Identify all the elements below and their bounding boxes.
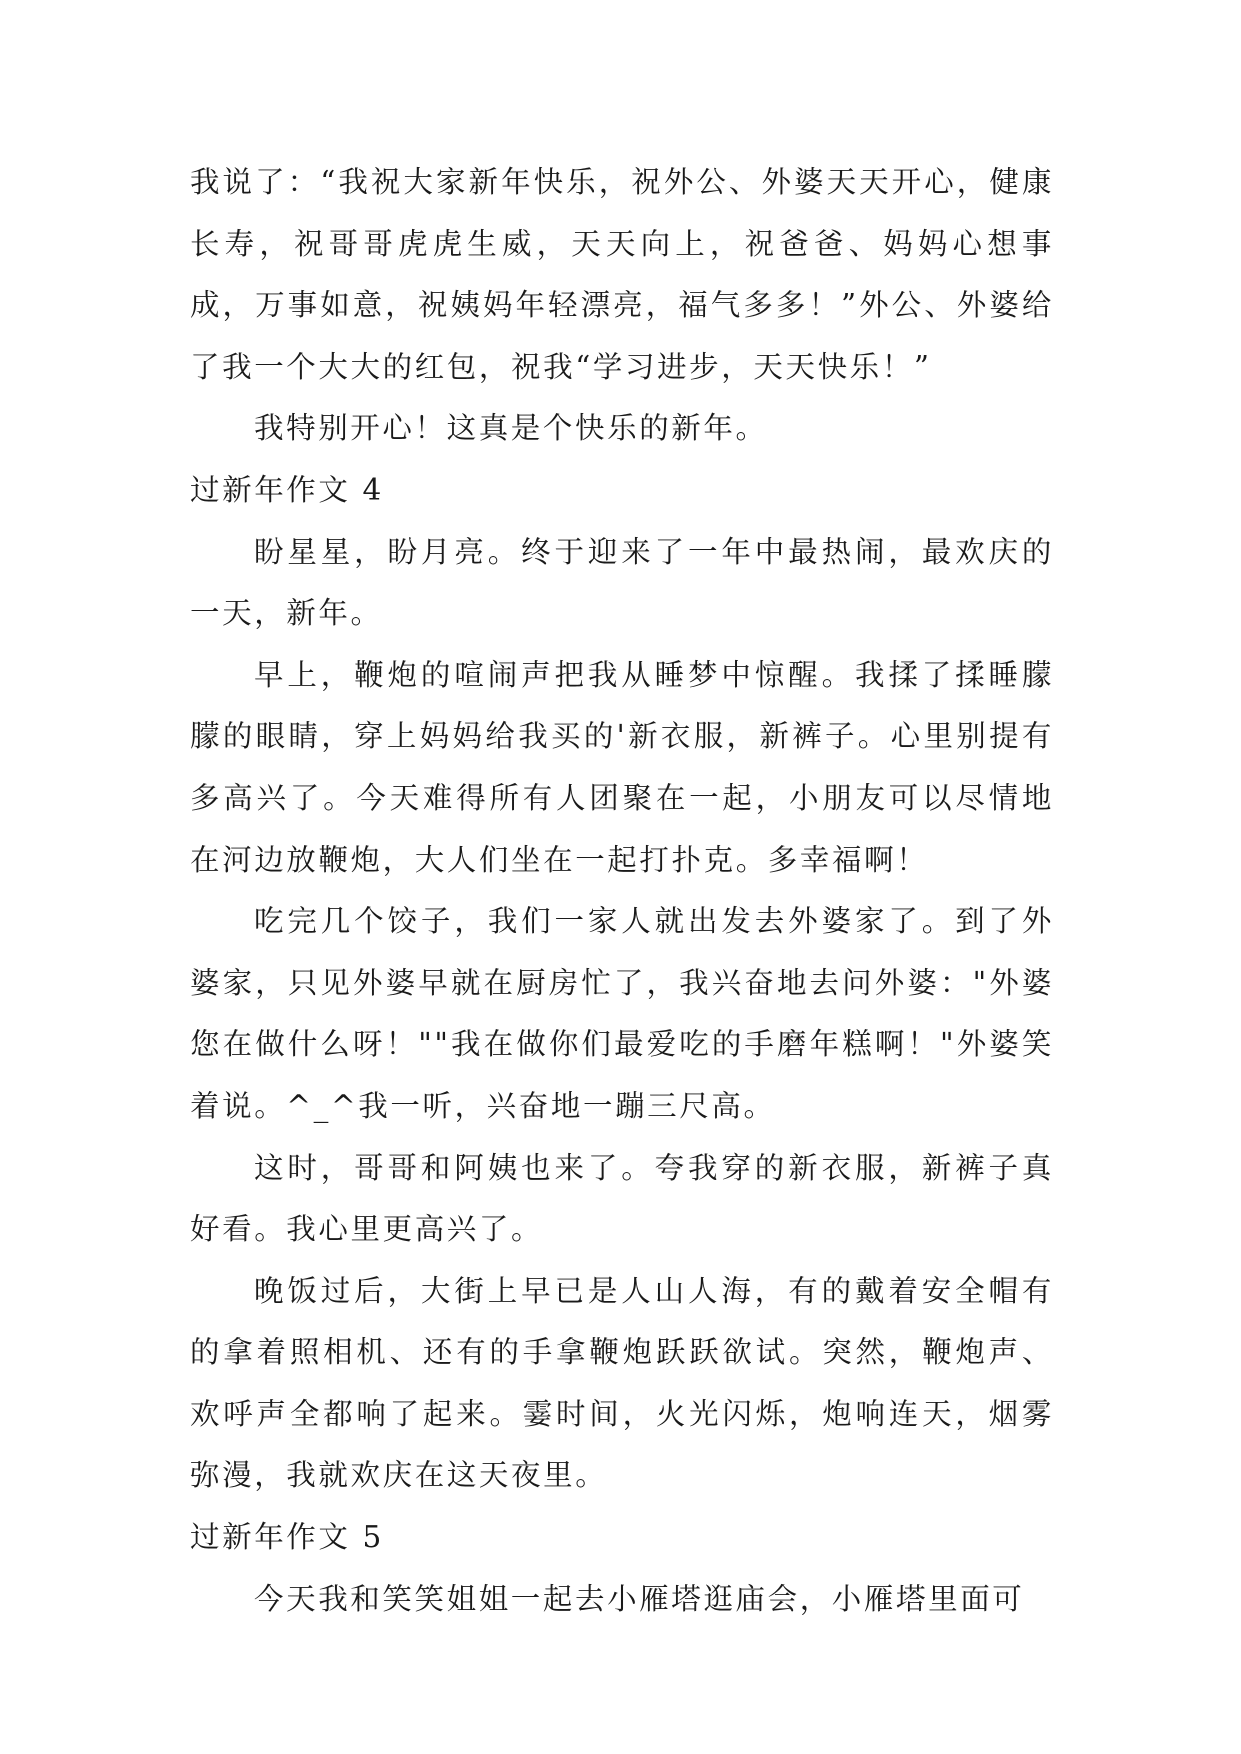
document-body	[190, 152, 1054, 1630]
paragraph-4: 早上，鞭炮的喧闹声把我从睡梦中惊醒。我揉了揉睡朦朦的眼睛，穿上妈妈给我买的'新衣服，新裤子。心里别提有多高兴了。今天难得所有人团聚在一起，小朋友可以尽情地在河边放鞭炮，大人们坐在一起打扑克。多幸福啊！	[190, 657, 1054, 877]
paragraph-5: 吃完几个饺子，我们一家人就出发去外婆家了。到了外婆家，只见外婆早就在厨房忙了，我兴奋地去问外婆："外婆您在做什么呀！""我在做你们最爱吃的手磨年糕啊！"外婆笑着说。^_^我一听，兴奋地一蹦三尺高。	[190, 904, 1054, 1123]
paragraph-6: 这时，哥哥和阿姨也来了。夸我穿的新衣服，新裤子真好看。我心里更高兴了。	[190, 1150, 1054, 1247]
section-heading-5: 过新年作文 5	[190, 1520, 384, 1555]
paragraph-2: 我特别开心！这真是个快乐的新年。	[254, 411, 768, 446]
paragraph-8: 今天我和笑笑姐姐一起去小雁塔逛庙会，小雁塔里面可	[254, 1581, 1025, 1616]
section-heading-4: 过新年作文 4	[190, 472, 384, 507]
paragraph-1: 我说了：“我祝大家新年快乐，祝外公、外婆天天开心，健康长寿，祝哥哥虎虎生威，天天向上，祝爸爸、妈妈心想事成，万事如意，祝姨妈年轻漂亮，福气多多！”外公、外婆给了我一个大大的红包，祝我“学习进步，天天快乐！”	[190, 165, 1054, 384]
paragraph-7: 晚饭过后，大街上早已是人山人海，有的戴着安全帽有的拿着照相机、还有的手拿鞭炮跃跃欲试。突然，鞭炮声、欢呼声全都响了起来。霎时间，火光闪烁，炮响连天，烟雾弥漫，我就欢庆在这天夜里。	[190, 1273, 1054, 1493]
paragraph-3: 盼星星，盼月亮。终于迎来了一年中最热闹，最欢庆的一天，新年。	[190, 534, 1054, 631]
